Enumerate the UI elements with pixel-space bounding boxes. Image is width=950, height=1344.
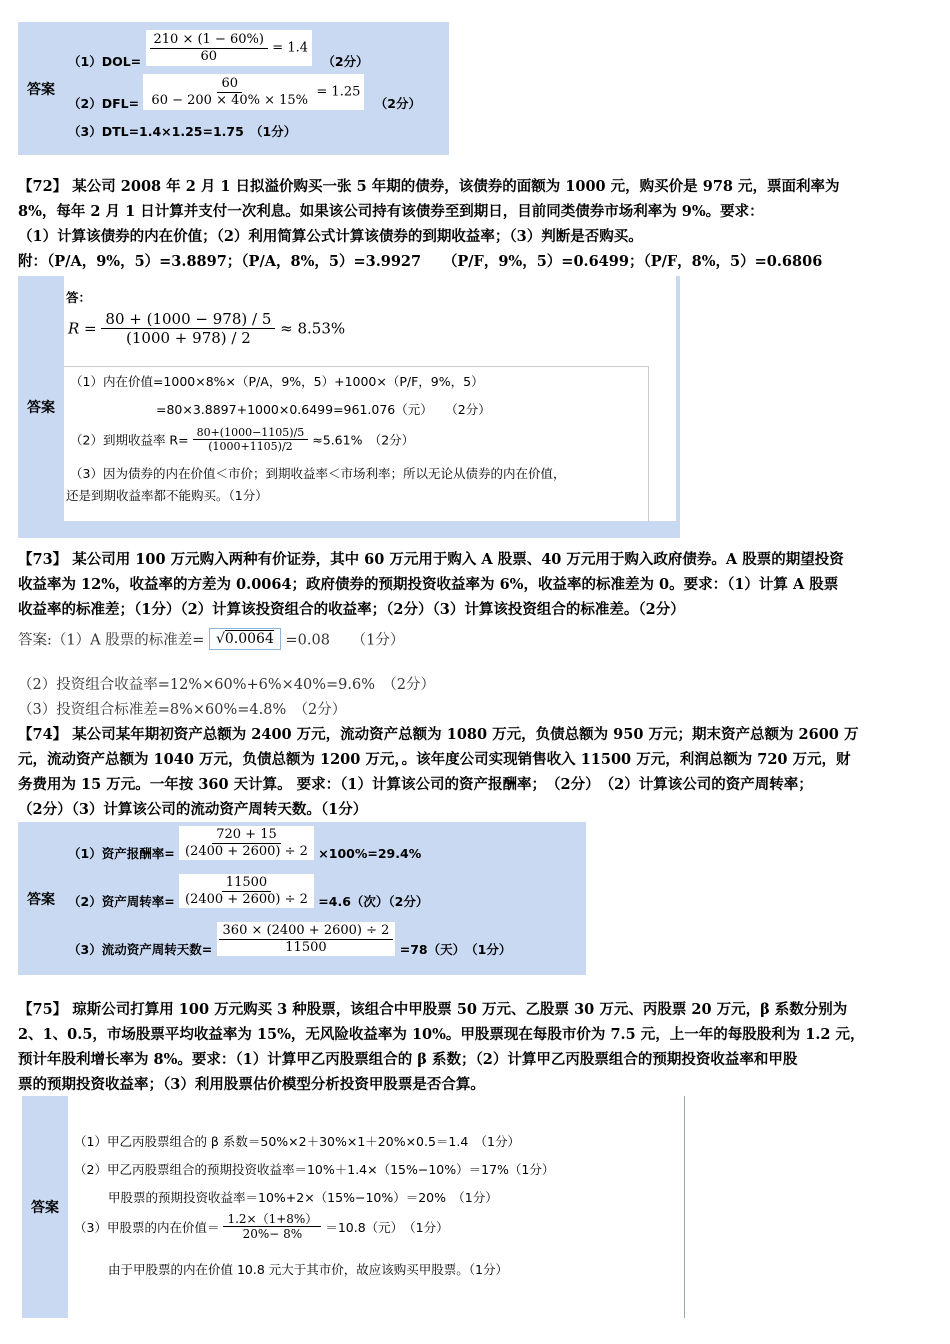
question-73 [18, 547, 933, 622]
a72-l3-label: （2）到期收益率 R= [70, 432, 189, 448]
a74-l3 [68, 920, 511, 958]
dfl-formula [143, 74, 364, 110]
a74-l3-formula [217, 922, 396, 956]
a74-l1-label: （1）资产报酬率= [68, 846, 175, 861]
a72-r-result: ≈ 8.53% [280, 319, 346, 338]
answer-label-71: 答案 [27, 81, 55, 98]
q72-line2: 8%，每年 2 月 1 日计算并支付一次利息。如果该公司持有该债券至到期日，目前同类债券市场利率为 9%。要求： [18, 203, 764, 220]
dtl-line: （3）DTL=1.4×1.25=1.75 （1分） [68, 124, 297, 139]
a74-l2-formula [179, 874, 314, 908]
a72-l2: =80×3.8897+1000×0.6499=961.076（元） （2分） [156, 402, 491, 417]
question-75 [18, 997, 933, 1097]
question-72 [18, 174, 933, 274]
answer-body-75 [68, 1096, 684, 1318]
dfl-result: = 1.25 [316, 84, 361, 100]
q75-line1: 【75】 琼斯公司打算用 100 万元购买 3 种股票，该组合中甲股票 50 万元、乙股票 30 万元、丙股票 20 万元，β 系数分别为 [18, 1001, 848, 1018]
a74-l2-denominator: (2400 + 2600) ÷ 2 [185, 891, 308, 907]
q73-line3: 收益率的标准差；（1分）（2）计算该投资组合的收益率；（2分）（3）计算该投资组合的标准差。（2分） [18, 601, 685, 618]
question-74 [18, 722, 933, 822]
a74-l1-formula [179, 826, 314, 860]
a74-l2 [68, 872, 428, 910]
q75-line3: 预计年股利增长率为 8%。要求：（1）计算甲乙丙股票组合的 β 系数；（2）计算甲乙丙股票组合的预期投资收益率和甲股 [18, 1051, 798, 1068]
a74-l1-numerator: 720 + 15 [212, 827, 281, 844]
dol-denominator: 60 [200, 48, 217, 64]
q73-line1: 【73】 某公司用 100 万元购入两种有价证券，其中 60 万元用于购入 A 股票、40 万元用于购入政府债券。A 股票的期望投资 [18, 551, 844, 568]
dol-score: （2分） [322, 54, 369, 69]
sqrt-icon: √ [215, 631, 225, 647]
a74-l2-result: =4.6（次）（2分） [318, 894, 429, 909]
a72-r-formula [68, 310, 345, 347]
a75-l4 [74, 1212, 449, 1242]
a74-l1 [68, 824, 421, 862]
dfl-score: （2分） [374, 96, 421, 111]
a75-l4-numerator: 1.2×（1+8%） [223, 1212, 321, 1227]
a74-l3-numerator: 360 × (2400 + 2600) ÷ 2 [219, 923, 394, 940]
a72-l5: 还是到期收益率都不能购买。（1分） [66, 488, 268, 503]
q74-line1: 【74】 某公司某年期初资产总额为 2400 万元，流动资产总额为 1080 万元，负债总额为 950 万元；期末资产总额为 2600 万 [18, 726, 859, 743]
a74-l2-label: （2）资产周转率= [68, 894, 175, 909]
a72-r-label: R = [68, 319, 97, 338]
dfl-denominator: 60 − 200 × 40% × 15% [151, 92, 309, 108]
answer-label-75: 答案 [31, 1200, 59, 1216]
a75-l4-label: （3）甲股票的内在价值＝ [74, 1219, 220, 1235]
a72-l4: （3）因为债券的内在价值＜市价；到期收益率＜市场利率；所以无论从债券的内在价值， [70, 466, 566, 481]
a72-l3-denominator: (1000+1105)/2 [208, 440, 293, 454]
a73-l1 [18, 628, 404, 650]
a75-l1: （1）甲乙丙股票组合的 β 系数＝50%×2＋30%×1＋20%×0.5＝1.4 （1分） [74, 1134, 521, 1149]
a75-l4-result: ＝10.8（元） （1分） [325, 1219, 449, 1235]
a73-l3: （3）投资组合标准差=8%×60%=4.8% （2分） [18, 702, 347, 718]
q72-line3: （1）计算该债券的内在价值；（2）利用简算公式计算该债券的到期收益率；（3）判断是否购买。 [18, 228, 643, 245]
dol-line [68, 26, 369, 70]
answer-body-74 [64, 822, 586, 975]
a75-l4-denominator: 20%− 8% [242, 1227, 303, 1242]
q73-line2: 收益率为 12%，收益率的方差为 0.0064；政府债券的预期投资收益率为 6%，收益率的标准差为 0。要求：（1）计算 A 股票 [18, 576, 839, 593]
answer-label-72: 答案 [27, 400, 55, 416]
a74-l2-numerator: 11500 [222, 875, 271, 892]
a73-l1-label: 答案:（1）A 股票的标准差= [18, 632, 205, 649]
dfl-numerator: 60 [217, 76, 242, 93]
a72-r-denominator: (1000 + 978) / 2 [126, 329, 251, 347]
dfl-line [68, 72, 421, 112]
a73-sqrt-box [209, 628, 281, 650]
a73-l1-result: =0.08 （1分） [285, 632, 405, 649]
a75-l5: 由于甲股票的内在价值 10.8 元大于其市价，故应该购买甲股票。（1分） [108, 1262, 508, 1277]
a74-l3-label: （3）流动资产周转天数= [68, 942, 213, 957]
a74-l3-result: =78（天） （1分） [399, 942, 512, 957]
dol-label: （1）DOL= [68, 54, 142, 69]
a75-l3: 甲股票的预期投资收益率＝10%+2×（15%−10%）＝20% （1分） [108, 1190, 498, 1205]
dol-result: = 1.4 [272, 40, 308, 56]
q74-line2: 元，流动资产总额为 1040 万元，负债总额为 1200 万元，。该年度公司实现销售收入 11500 万元，利润总额为 720 万元，财 [18, 751, 851, 768]
dol-numerator: 210 × (1 − 60%) [150, 32, 268, 49]
a72-head: 答： [66, 290, 92, 305]
q75-line4: 票的预期投资收益率；（3）利用股票估价模型分析投资甲股票是否合算。 [18, 1076, 485, 1093]
q72-line1: 【72】 某公司 2008 年 2 月 1 日拟溢价购买一张 5 年期的债券，该债券的面额为 1000 元，购买价是 978 元，票面利率为 [18, 178, 840, 195]
a74-l1-result: ×100%=29.4% [318, 845, 422, 861]
q75-line2: 2、1、0.5，市场股票平均收益率为 15%，无风险收益率为 10%。甲股票现在每股市价为 7.5 元，上一年的每股股利为 1.2 元， [18, 1026, 865, 1043]
a72-l3 [70, 426, 414, 453]
a75-l2: （2）甲乙丙股票组合的预期投资收益率＝10%＋1.4×（15%−10%）＝17%（1分） [74, 1162, 555, 1177]
q72-line4: 附：（P/A，9%，5）=3.8897；（P/A，8%，5）=3.9927 （P/F，9%，5）=0.6499；（P/F，8%，5）=0.6806 [18, 253, 823, 270]
a72-l1: （1）内在价值=1000×8%×（P/A，9%，5）+1000×（P/F，9%，5） [70, 374, 484, 389]
a73-sqrt-value: 0.0064 [224, 631, 274, 647]
answer-body-71 [64, 22, 449, 155]
a74-l1-denominator: (2400 + 2600) ÷ 2 [185, 843, 308, 859]
dol-formula [146, 30, 313, 66]
a72-l3-numerator: 80+(1000−1105)/5 [193, 426, 309, 440]
answer-body-75-divider [684, 1096, 685, 1318]
q74-line4: （2分）（3）计算该公司的流动资产周转天数。（1分） [18, 801, 368, 818]
q74-line3: 务费用为 15 万元。一年按 360 天计算。 要求：（1）计算该公司的资产报酬率； （2分） （2）计算该公司的资产周转率； [18, 776, 813, 793]
a73-l2: （2）投资组合收益率=12%×60%+6%×40%=9.6% （2分） [18, 677, 435, 693]
dfl-label: （2）DFL= [68, 96, 140, 111]
a72-r-numerator: 80 + (1000 − 978) / 5 [101, 310, 275, 329]
a74-l3-denominator: 11500 [285, 939, 327, 955]
answer-body-72 [64, 276, 676, 521]
answer-label-74: 答案 [27, 891, 55, 908]
a72-l3-result: ≈5.61% （2分） [312, 432, 415, 448]
